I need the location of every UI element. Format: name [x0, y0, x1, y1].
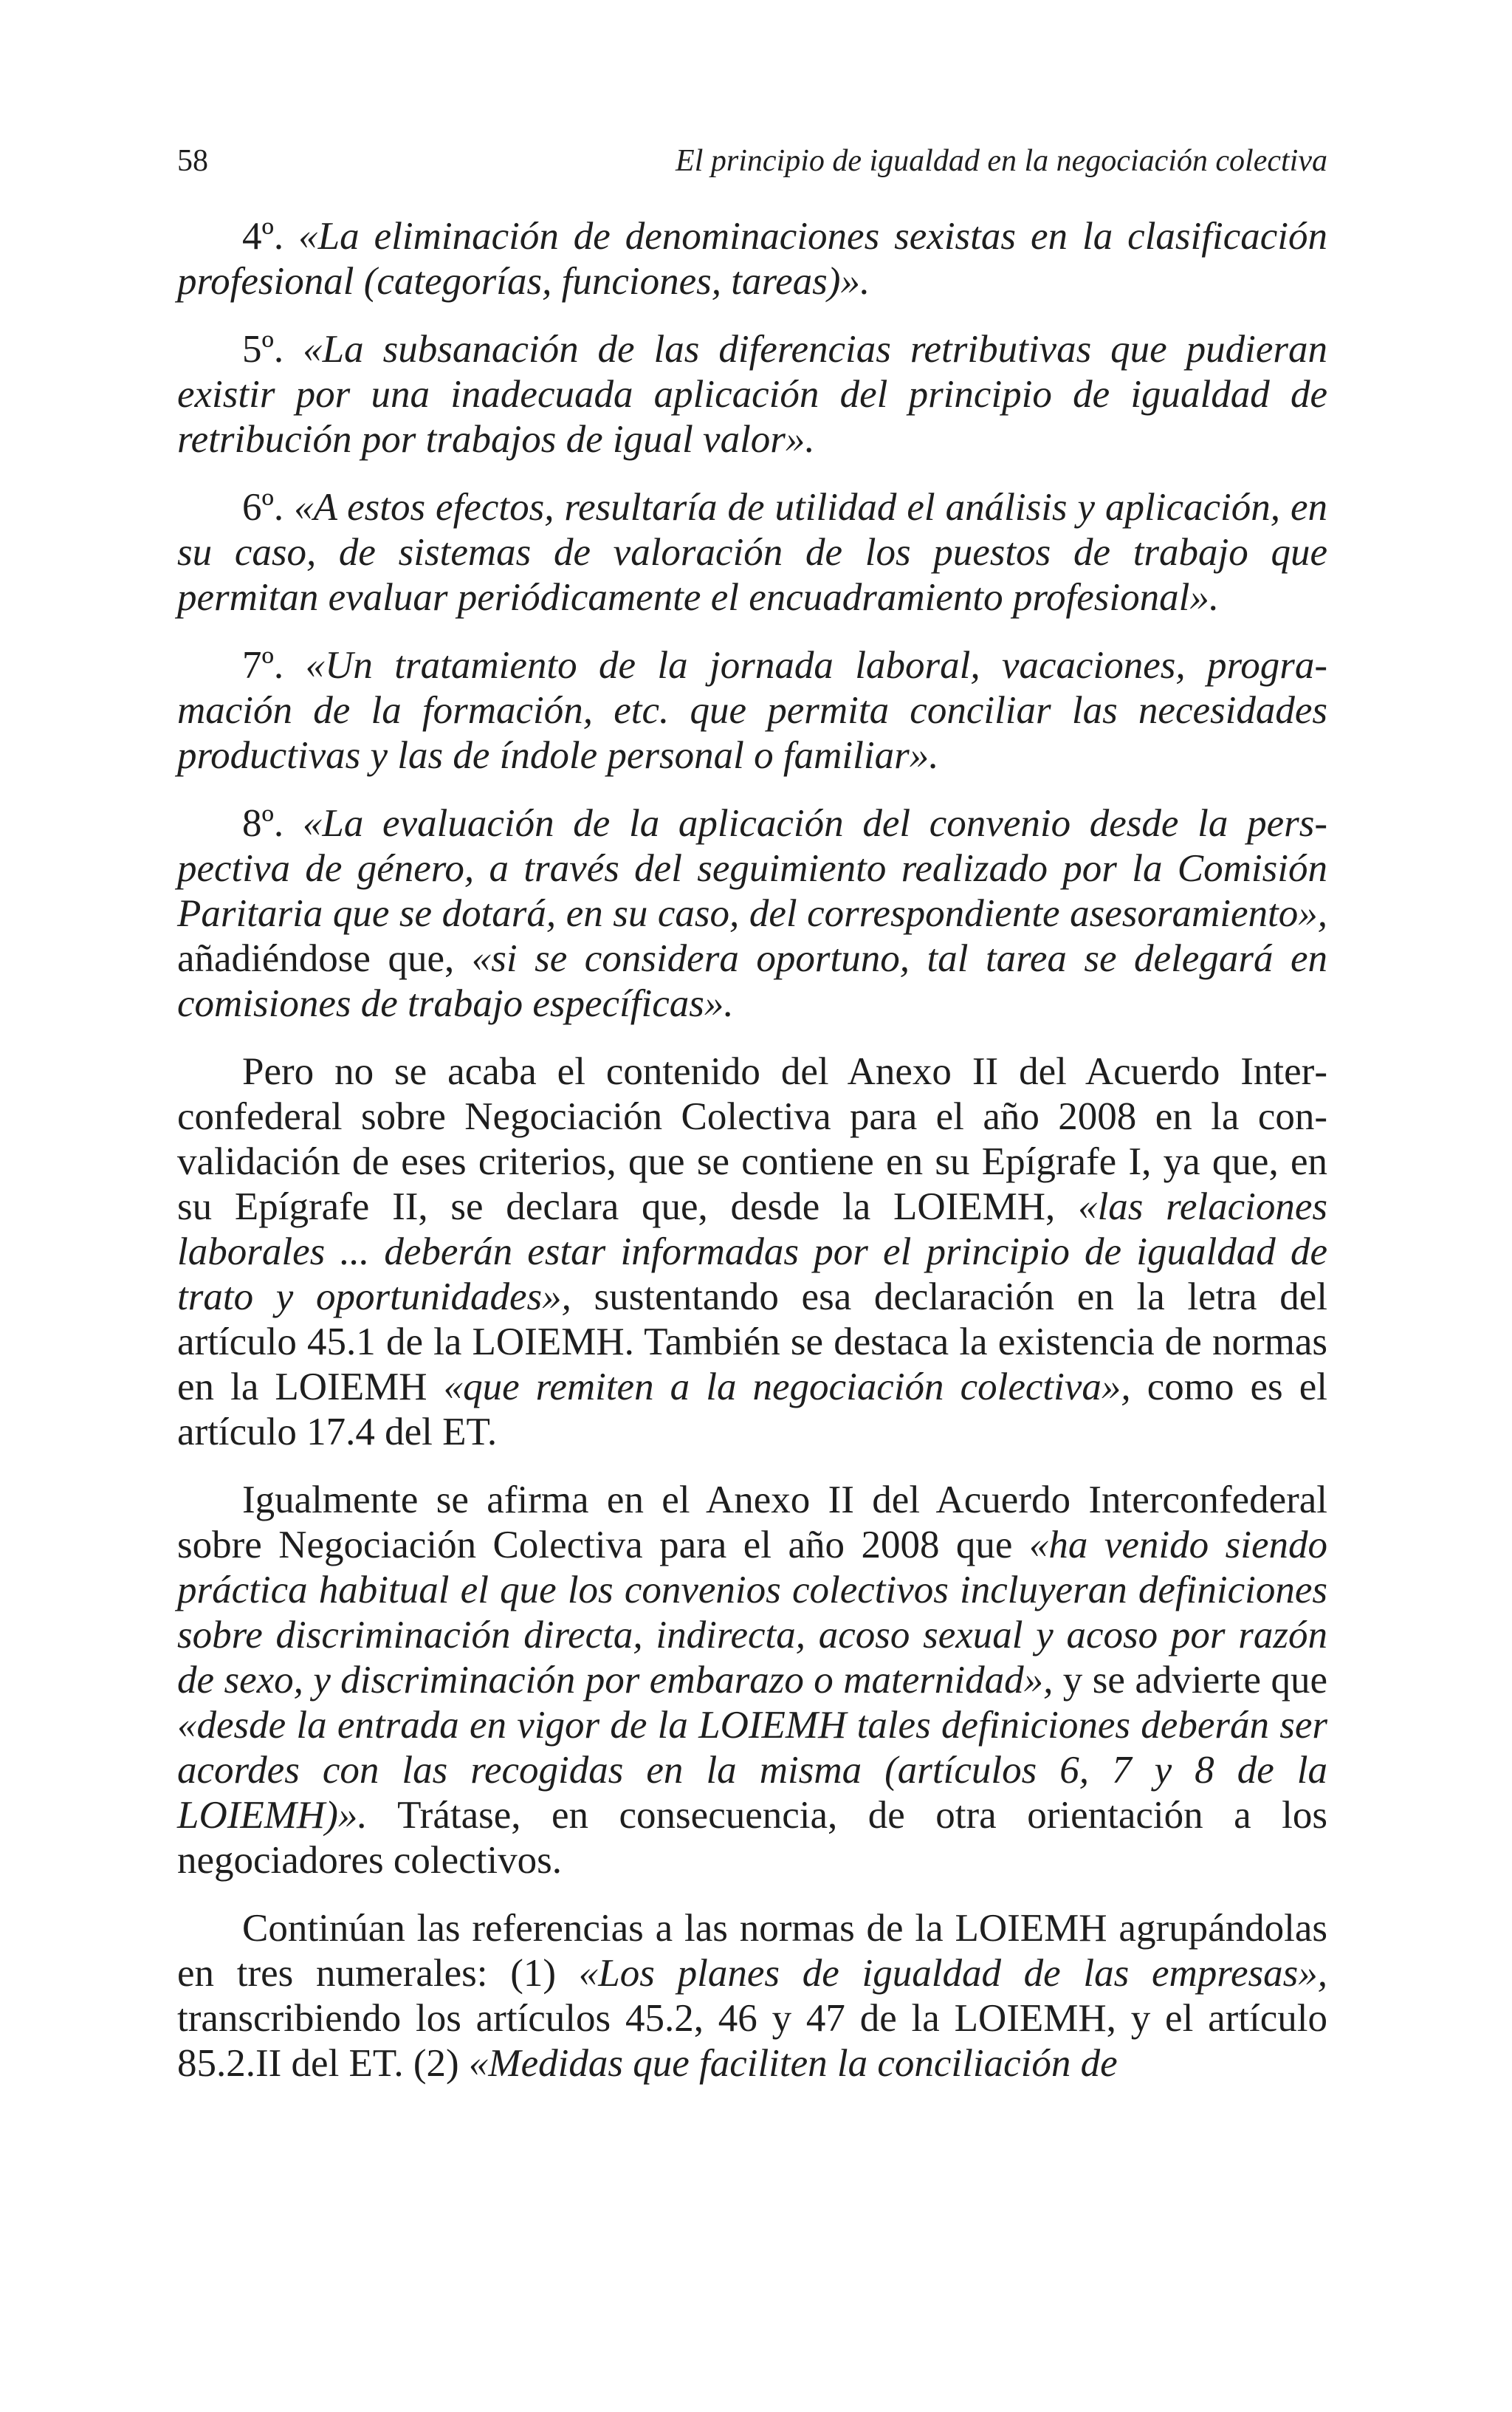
quoted-text: «La subsanación de las diferencias retributivas que pudieran existir por una inadecuada aplicación del principio de igualdad de retribución por trabajos de igual valor».: [177, 328, 1328, 461]
quoted-text: «las relaciones laborales ... deberán estar informadas por el principio de igualdad de trato y oportunidades»,: [177, 1185, 1327, 1318]
quoted-text: «Los planes de igualdad de las empresas»,: [578, 1952, 1327, 1995]
quoted-text: «desde la entrada en vigor de la LOIEMH tales definiciones deberán ser acordes con las recogidas en la misma (artículos 6, 7 y 8 de la LOIEMH)».: [177, 1704, 1327, 1837]
body-text: [177, 214, 1327, 2109]
page-header: [177, 139, 1327, 183]
paragraph: [177, 1478, 1327, 1883]
text-run: sustentando esa declaración en la letra del artículo 45.1 de la LOIEMH. También se destaca la existencia de normas en la LOIEMH: [177, 1275, 1328, 1408]
text-run: Pero no se acaba el contenido del Anexo II del Acuerdo Interconfederal sobre Negociación Colectiva para el año 2008 en la convalidación de eses criterios, que se contiene en su Epígrafe I, ya que, en su Epígrafe II, se declara que, desde la LOIEMH,: [177, 1050, 1327, 1228]
quoted-text: «Medidas que faciliten la conciliación de: [468, 2042, 1118, 2085]
text-run: 6º.: [242, 486, 295, 529]
quoted-text: «que remiten a la negociación colectiva»,: [443, 1366, 1131, 1408]
text-run: Continúan las referencias a las normas de la LOIEMH agrupándolas en tres numerales: (1): [177, 1907, 1327, 1995]
quoted-text: «si se considera oportuno, tal tarea se delegará en comisiones de trabajo específicas».: [177, 937, 1327, 1025]
text-run: y se advierte que: [1053, 1659, 1327, 1702]
page-number: 58: [177, 144, 208, 178]
paragraph: [177, 485, 1327, 620]
quoted-text: «Un tratamiento de la jornada laboral, vacaciones, programación de la formación, etc. que permita conciliar las necesidades productivas y las de índole personal o familiar».: [177, 644, 1327, 777]
quoted-text: «ha venido siendo práctica habitual el que los convenios colectivos incluyeran definiciones sobre discriminación directa, indirecta, acoso sexual y acoso por razón de sexo, y discriminación por embarazo o maternidad»,: [177, 1524, 1327, 1702]
paragraph: [177, 1906, 1327, 2086]
text-run: como es el artículo 17.4 del ET.: [177, 1366, 1327, 1453]
text-run: 8º.: [242, 802, 303, 845]
paragraph: [177, 801, 1327, 1027]
quoted-text: «A estos efectos, resultaría de utilidad el análisis y aplicación, en su caso, de sistemas de valoración de los puestos de trabajo que permitan evaluar periódicamente el encuadramiento profesional».: [177, 486, 1328, 619]
paragraph: [177, 214, 1327, 304]
text-run: transcribiendo los artículos 45.2, 46 y 47 de la LOIEMH, y el artículo 85.2.II del ET. (2): [177, 1997, 1327, 2085]
text-run: añadiéndose que,: [177, 937, 472, 980]
paragraph: [177, 643, 1327, 778]
paragraph: [177, 1049, 1327, 1455]
text-run: 4º.: [242, 215, 299, 258]
text-run: Trátase, en consecuencia, de otra orientación a los negociadores colectivos.: [177, 1794, 1327, 1882]
running-title: El principio de igualdad en la negociación colectiva: [676, 144, 1327, 178]
quoted-text: «La evaluación de la aplicación del convenio desde la perspectiva de género, a través del seguimiento realizado por la Comisión Paritaria que se dotará, en su caso, del correspondiente asesoramiento»,: [177, 802, 1327, 935]
text-run: 5º.: [242, 328, 303, 371]
text-run: 7º.: [242, 644, 306, 687]
text-run: Igualmente se afirma en el Anexo II del Acuerdo Interconfederal sobre Negociación Colectiva para el año 2008 que: [177, 1479, 1327, 1566]
paragraph: [177, 327, 1327, 462]
quoted-text: «La eliminación de denominaciones sexistas en la clasificación profesional (categorías, funciones, tareas)».: [177, 215, 1328, 303]
